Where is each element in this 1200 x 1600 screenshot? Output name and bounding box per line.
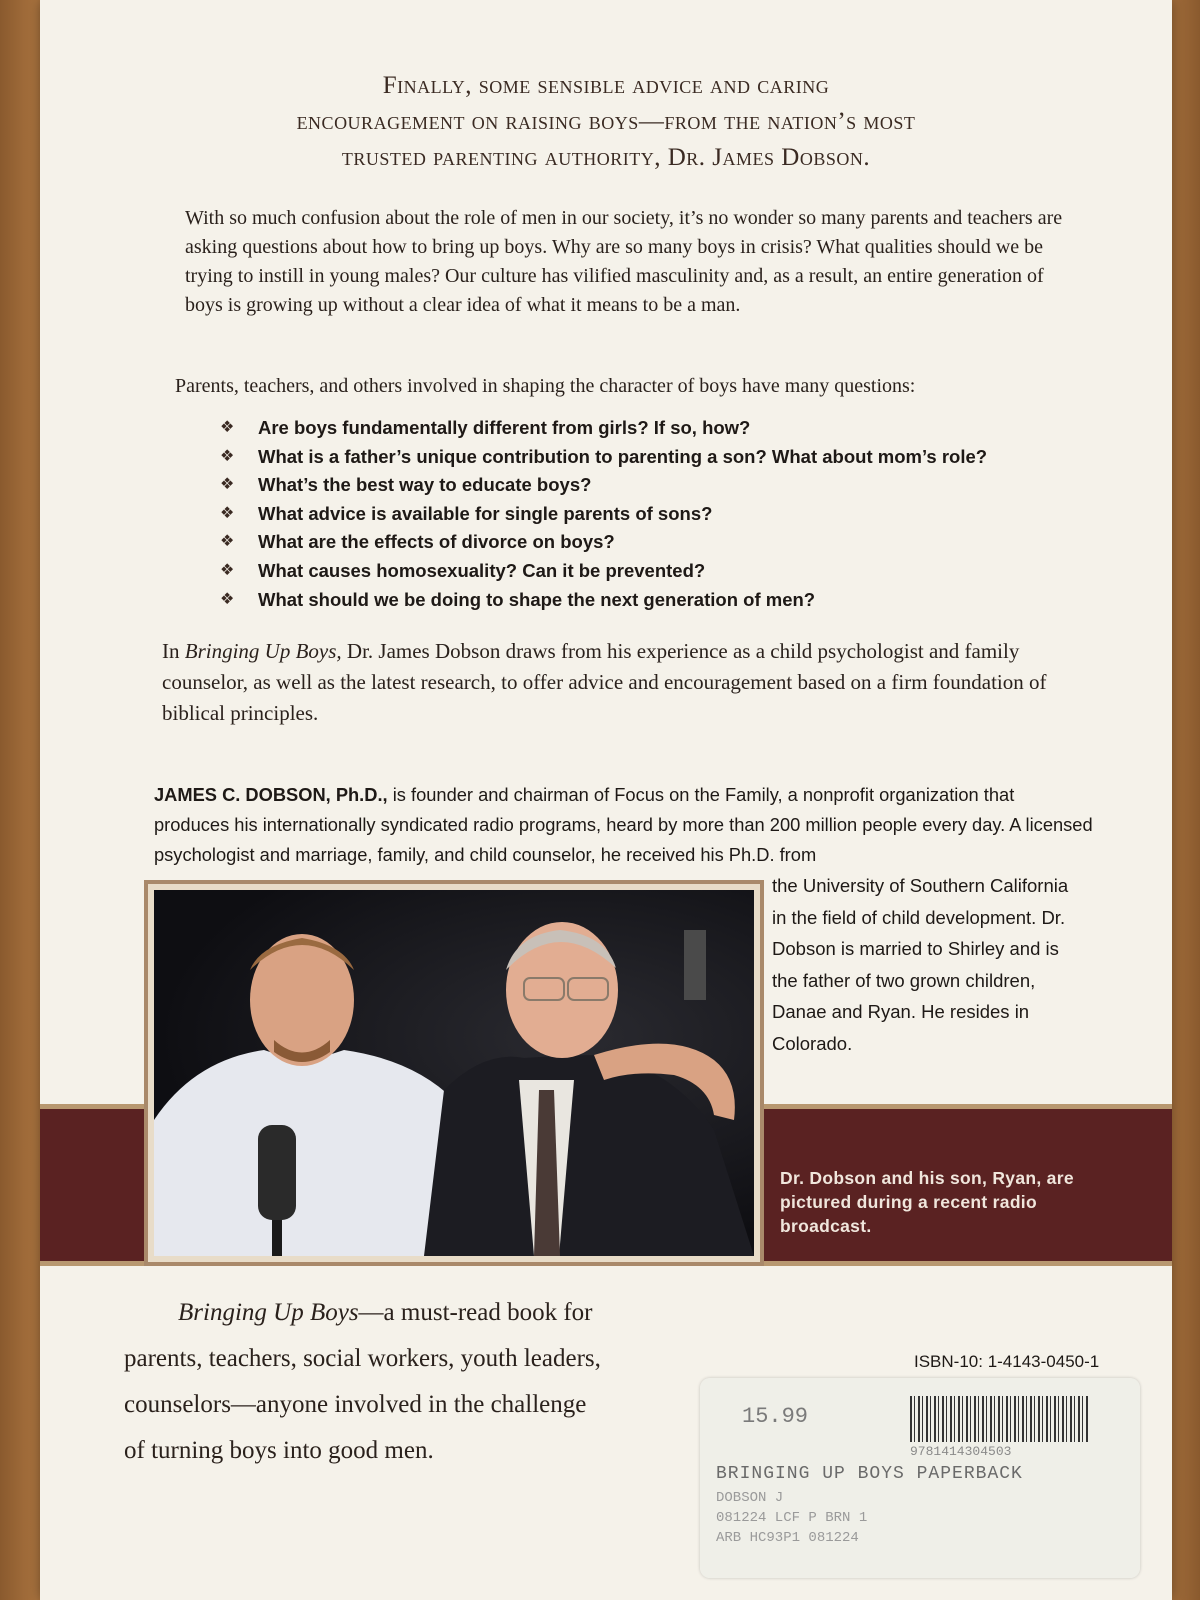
list-item	[220, 586, 1100, 615]
question-text: What causes homosexuality? Can it be prevented?	[258, 559, 706, 581]
author-bio-continued: the University of Southern California in the field of child development. Dr. Dobson is married to Shirley and is the father of two grown children, Danae and Ryan. He resides in Colorado.	[772, 875, 1069, 1054]
barcode-number: 9781414304503	[910, 1444, 1012, 1459]
author-name: JAMES C. DOBSON, Ph.D.,	[154, 784, 388, 805]
author-bio	[154, 780, 1094, 870]
question-text: What are the effects of divorce on boys?	[258, 531, 615, 553]
bio-text: is founder and chairman of Focus on the Family, a nonprofit organization that produces his internationally syndicated radio programs, heard by more than 200 million people every day. A licensed psychologist and marriage, family, and child counselor, he received his Ph.D. from	[154, 784, 1093, 865]
questions-list	[220, 414, 1100, 614]
list-item	[220, 471, 1100, 500]
list-item	[220, 528, 1100, 557]
headline-line: encouragement on raising boys—from the nation’s most	[296, 108, 916, 135]
question-text: Are boys fundamentally different from girls? If so, how?	[258, 417, 751, 438]
diamond-bullet-icon: ❖	[220, 590, 235, 608]
tagline	[124, 1290, 684, 1474]
author-photo	[154, 890, 754, 1256]
isbn: ISBN-10: 1-4143-0450-1	[914, 1352, 1100, 1371]
headline	[40, 68, 1172, 176]
tagline-line: parents, teachers, social workers, youth leaders,	[124, 1345, 601, 1372]
question-text: What’s the best way to educate boys?	[258, 474, 592, 496]
price: 15.99	[742, 1404, 809, 1429]
tagline-line	[124, 1290, 684, 1336]
diamond-bullet-icon: ❖	[220, 561, 235, 579]
diamond-bullet-icon: ❖	[220, 419, 235, 436]
sticker-line: 081224 LCF P BRN 1	[716, 1510, 868, 1526]
diamond-bullet-icon: ❖	[220, 533, 235, 551]
diamond-bullet-icon: ❖	[220, 504, 235, 522]
question-text: What is a father’s unique contribution to parenting a son? What about mom’s role?	[258, 445, 988, 467]
list-item	[220, 443, 1100, 472]
tagline-line: counselors—anyone involved in the challenge	[124, 1391, 587, 1418]
photo-illustration	[154, 890, 754, 1256]
author-photo-frame	[144, 880, 764, 1266]
photo-caption: Dr. Dobson and his son, Ryan, are pictured during a recent radio broadcast.	[780, 1168, 1074, 1236]
headline-line: Finally, some sensible advice and caring	[382, 72, 830, 99]
question-text: What advice is available for single parents of sons?	[258, 502, 713, 524]
summary-paragraph	[162, 636, 1092, 729]
headline-line: trusted parenting authority, Dr. James Dobson.	[341, 144, 871, 171]
list-item	[220, 414, 1100, 443]
sticker-line: ARB HC93P1 081224	[716, 1530, 859, 1546]
intro-paragraph: With so much confusion about the role of men in our society, it’s no wonder so many parents and teachers are asking questions about how to bring up boys. Why are so many boys in crisis? What qualities should we be trying to instill in young males? Our culture has vilified masculinity and, as a result, an entire generation of boys is growing up without a clear idea of what it means to be a man.	[185, 207, 1063, 316]
list-item	[220, 557, 1100, 586]
barcode-icon	[910, 1396, 1090, 1442]
questions-intro: Parents, teachers, and others involved in shaping the character of boys have many questions:	[175, 375, 916, 397]
list-item	[220, 500, 1100, 529]
summary-text: Dr. James Dobson draws from his experience as a child psychologist and family counselor, as well as the latest research, to offer advice and encouragement based on a firm foundation of biblical principles.	[162, 639, 1047, 725]
sticker-title: BRINGING UP BOYS PAPERBACK	[716, 1464, 1023, 1484]
tagline-text: —a must-read book for	[358, 1299, 593, 1326]
summary-prefix: In	[162, 639, 185, 663]
diamond-bullet-icon: ❖	[220, 476, 235, 494]
price-sticker	[700, 1378, 1140, 1578]
tagline-line: of turning boys into good men.	[124, 1437, 434, 1464]
question-text: What should we be doing to shape the next generation of men?	[258, 588, 816, 610]
book-title: Bringing Up Boys	[178, 1299, 359, 1326]
diamond-bullet-icon: ❖	[220, 447, 235, 465]
book-back-cover	[40, 0, 1172, 1600]
book-title: Bringing Up Boys,	[184, 639, 342, 663]
sticker-line: DOBSON J	[716, 1490, 784, 1506]
